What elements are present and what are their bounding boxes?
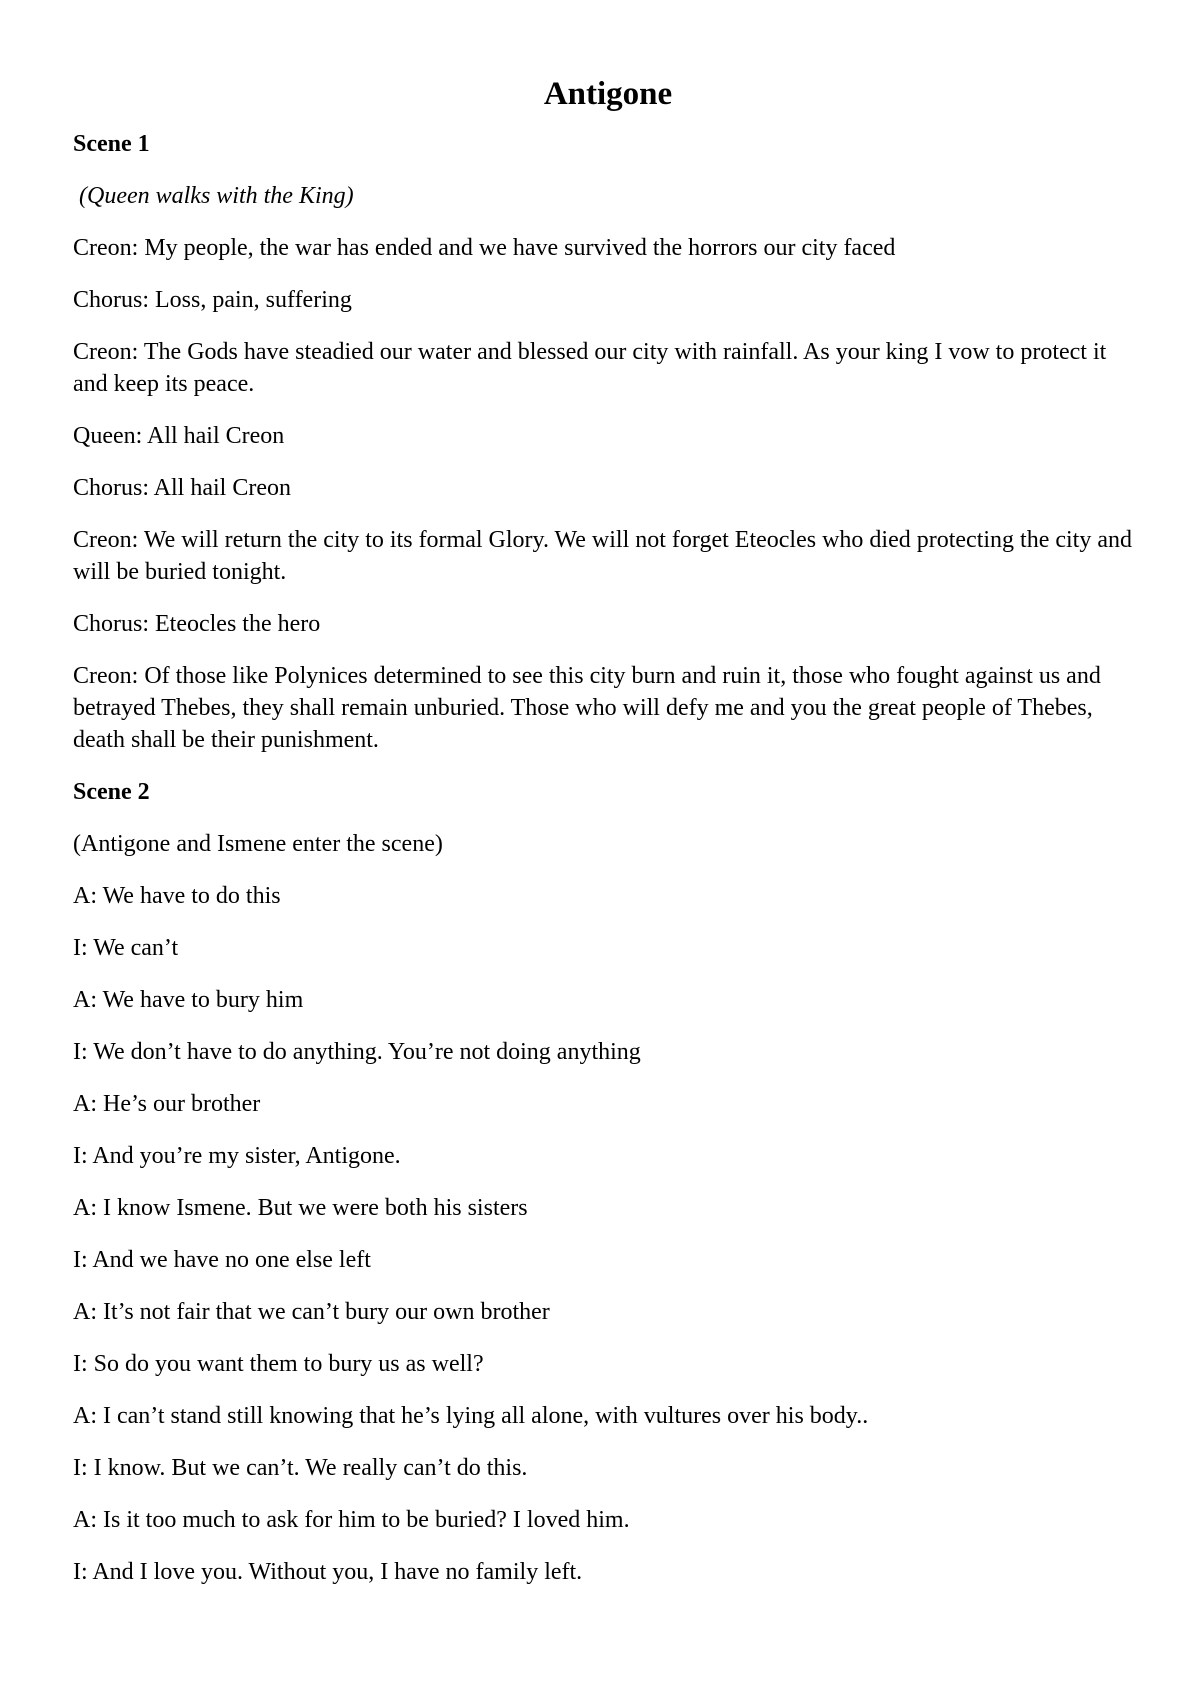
dialogue-line: A: We have to bury him — [73, 987, 304, 1013]
dialogue-line: Chorus: Loss, pain, suffering — [73, 287, 352, 313]
dialogue-line: A: It’s not fair that we can’t bury our own brother — [73, 1299, 550, 1325]
dialogue-line: A: Is it too much to ask for him to be buried? I loved him. — [73, 1507, 630, 1533]
dialogue-line: Queen: All hail Creon — [73, 423, 285, 449]
dialogue-line: Creon: My people, the war has ended and we have survived the horrors our city faced — [73, 235, 896, 261]
dialogue-line: I: So do you want them to bury us as well? — [73, 1351, 484, 1377]
dialogue-line: I: And you’re my sister, Antigone. — [73, 1143, 401, 1169]
scene-heading: Scene 2 — [73, 779, 150, 805]
stage-direction: (Antigone and Ismene enter the scene) — [73, 831, 443, 857]
dialogue-line: A: I know Ismene. But we were both his sisters — [73, 1195, 528, 1221]
dialogue-line: Creon: The Gods have steadied our water and blessed our city with rainfall. As your king I vow to protect it and keep its peace. — [73, 339, 1107, 397]
dialogue-line: I: We don’t have to do anything. You’re not doing anything — [73, 1039, 641, 1065]
dialogue-line: I: I know. But we can’t. We really can’t do this. — [73, 1455, 528, 1481]
dialogue-line: A: We have to do this — [73, 883, 281, 909]
dialogue-line: I: And I love you. Without you, I have no family left. — [73, 1559, 583, 1585]
scene-1 — [73, 128, 1143, 756]
dialogue-line: Creon: Of those like Polynices determined to see this city burn and ruin it, those who fought against us and betrayed Thebes, they shall remain unburied. Those who will defy me and you the great people of Thebes, death shall be their punishment. — [73, 663, 1101, 753]
dialogue-line: I: We can’t — [73, 935, 179, 961]
document-title: Antigone — [543, 76, 673, 112]
dialogue-line: Chorus: All hail Creon — [73, 475, 291, 501]
dialogue-line: Creon: We will return the city to its formal Glory. We will not forget Eteocles who died protecting the city and will be buried tonight. — [73, 527, 1132, 585]
dialogue-line: A: He’s our brother — [73, 1091, 261, 1117]
dialogue-line: Chorus: Eteocles the hero — [73, 611, 321, 637]
dialogue-line: A: I can’t stand still knowing that he’s lying all alone, with vultures over his body.. — [73, 1403, 869, 1429]
stage-direction: (Queen walks with the King) — [79, 183, 354, 209]
document-page — [73, 72, 1143, 1608]
dialogue-line: I: And we have no one else left — [73, 1247, 371, 1273]
scene-heading: Scene 1 — [73, 131, 150, 157]
scene-2 — [73, 776, 1143, 1588]
